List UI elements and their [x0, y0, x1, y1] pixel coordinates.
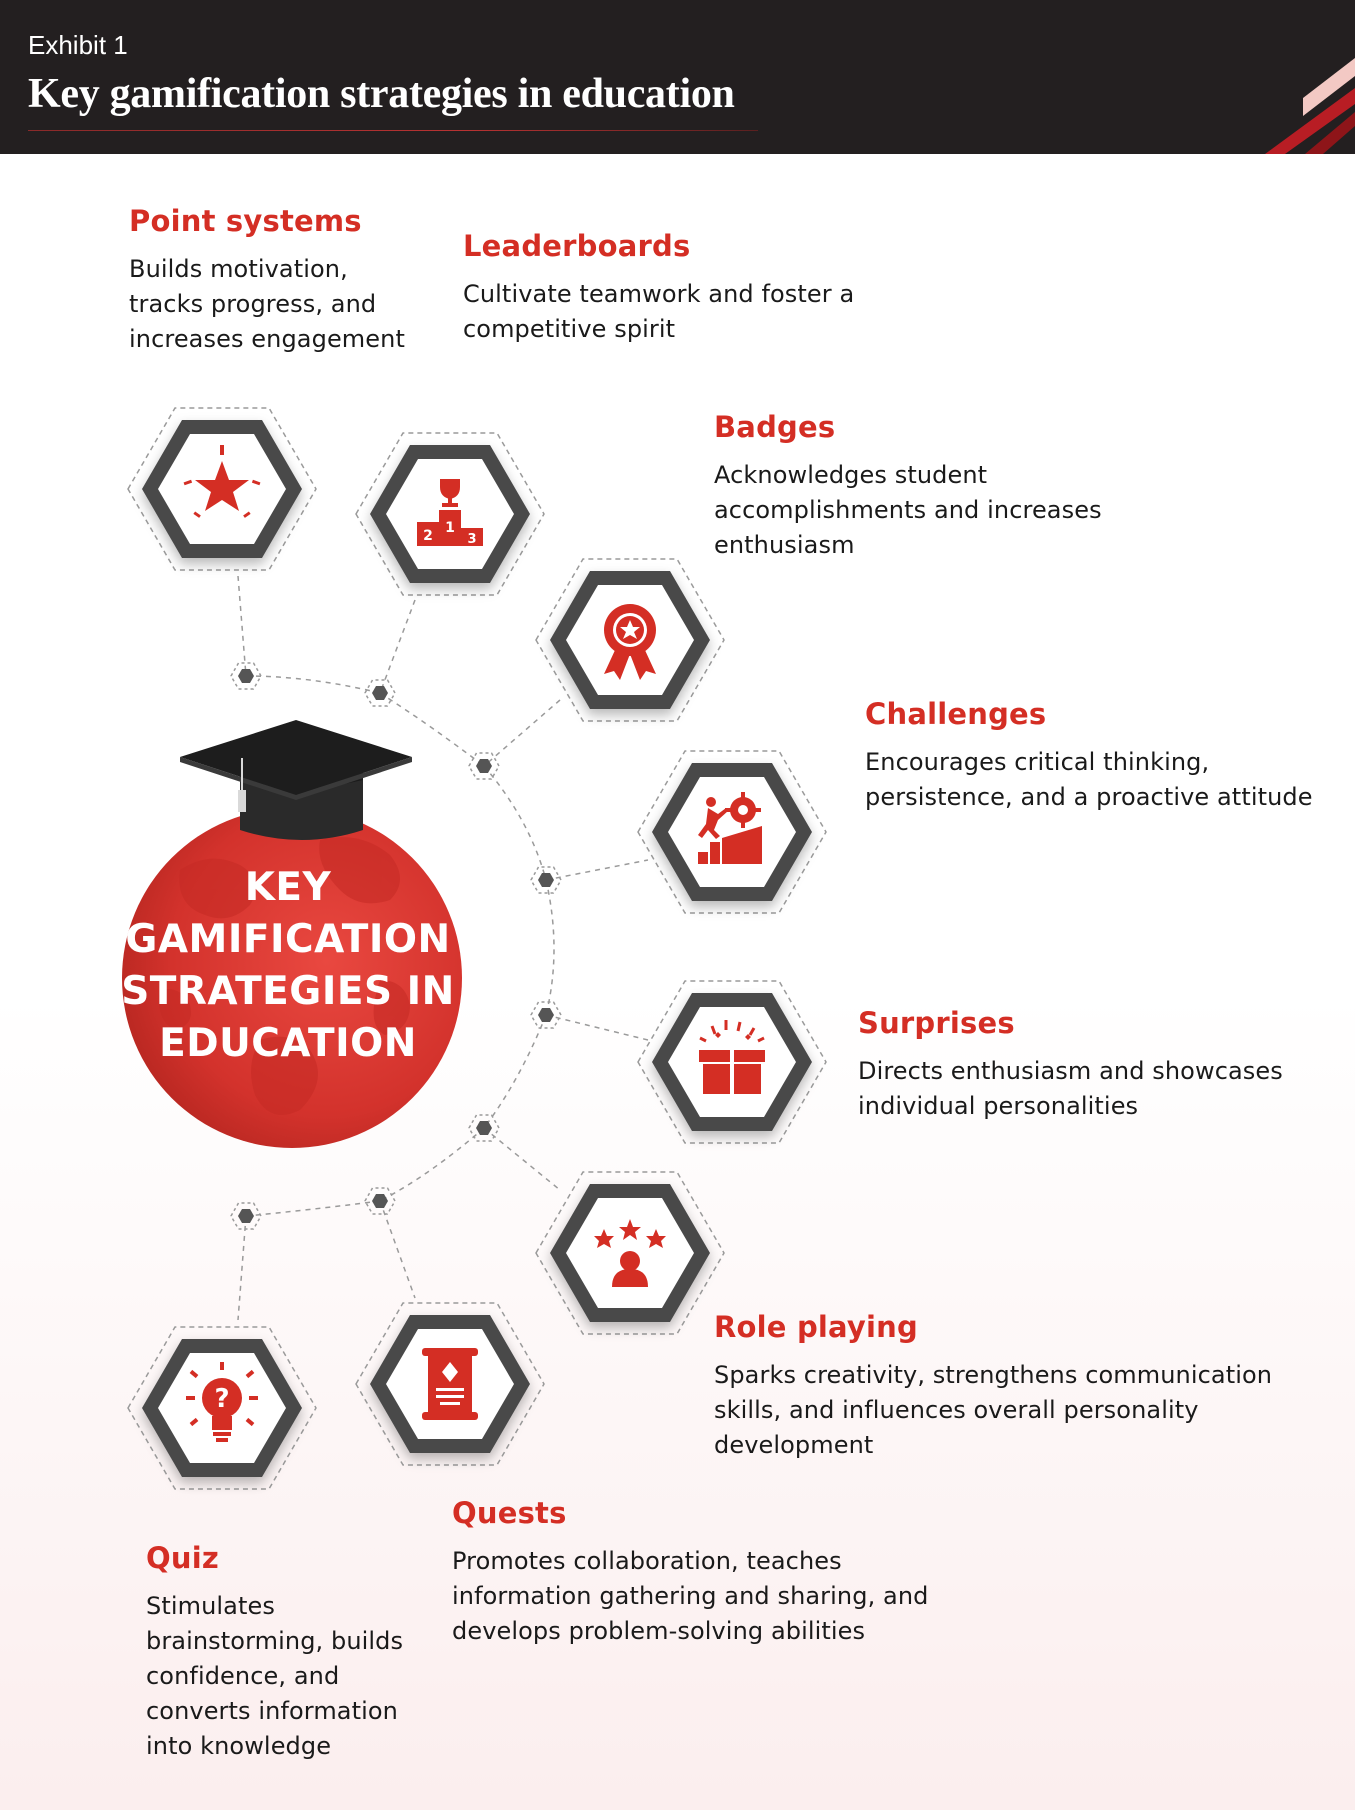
center-line-3: STRATEGIES IN	[121, 969, 455, 1014]
hex-point-systems	[128, 408, 316, 570]
strategy-description: Sparks creativity, strengthens communication skills, and influences overall personality development	[714, 1361, 1273, 1459]
page-title: Key gamification strategies in education	[28, 71, 735, 117]
decorative-stripes-icon	[1265, 0, 1355, 154]
hex-badges	[536, 559, 724, 721]
node-5	[531, 1002, 561, 1028]
strategy-challenges	[865, 697, 1313, 815]
title-underline	[28, 130, 758, 131]
strategy-description: Promotes collaboration, teaches information gathering and sharing, and develops problem-solving abilities	[452, 1547, 929, 1645]
strategy-title: Badges	[714, 410, 836, 444]
podium-number-1: 1	[445, 520, 455, 536]
strategy-point-systems	[129, 204, 405, 357]
strategy-title: Surprises	[858, 1006, 1015, 1040]
strategy-title: Challenges	[865, 697, 1047, 731]
node-2	[365, 680, 395, 706]
strategy-badges	[714, 410, 1102, 563]
center-line-1: KEY	[244, 865, 332, 910]
exhibit-label: Exhibit 1	[28, 30, 128, 60]
scroll-icon	[422, 1348, 478, 1420]
strategy-surprises	[858, 1006, 1283, 1124]
center-label	[118, 862, 458, 1070]
strategy-quiz	[146, 1541, 403, 1764]
hex-surprises	[638, 981, 826, 1143]
strategy-title: Quiz	[146, 1541, 219, 1575]
strategy-role-playing	[714, 1310, 1272, 1463]
strategy-title: Role playing	[714, 1310, 918, 1344]
hex-challenges	[638, 751, 826, 913]
center-line-2: GAMIFICATION	[125, 917, 451, 962]
node-4	[531, 867, 561, 893]
strategy-description: Encourages critical thinking, persistence, and a proactive attitude	[865, 748, 1313, 811]
hex-role-playing	[536, 1172, 724, 1334]
strategy-description: Cultivate teamwork and foster a competitive spirit	[463, 280, 855, 343]
strategy-description: Acknowledges student accomplishments and increases enthusiasm	[714, 461, 1102, 559]
node-6	[469, 1115, 499, 1141]
svg-text:?: ?	[214, 1384, 230, 1414]
center-line-4: EDUCATION	[159, 1021, 417, 1066]
strategy-quests	[452, 1496, 928, 1649]
podium-number-2: 2	[423, 528, 433, 544]
node-3	[469, 753, 499, 779]
node-7	[365, 1188, 395, 1214]
strategy-description: Builds motivation, tracks progress, and increases engagement	[129, 255, 405, 353]
strategy-title: Leaderboards	[463, 229, 691, 263]
hex-quiz	[128, 1327, 316, 1489]
strategy-description: Directs enthusiasm and showcases individual personalities	[858, 1057, 1283, 1120]
hex-leaderboards	[356, 433, 544, 595]
header-banner	[0, 0, 1355, 154]
strategy-leaderboards	[463, 229, 854, 347]
strategy-title: Quests	[452, 1496, 567, 1530]
strategy-description: Stimulates brainstorming, builds confidence, and converts information into knowledge	[146, 1592, 404, 1760]
graduation-cap-icon	[180, 720, 412, 840]
strategy-title: Point systems	[129, 204, 362, 238]
hex-quests	[356, 1303, 544, 1465]
podium-number-3: 3	[467, 532, 477, 547]
node-8	[231, 1203, 261, 1229]
